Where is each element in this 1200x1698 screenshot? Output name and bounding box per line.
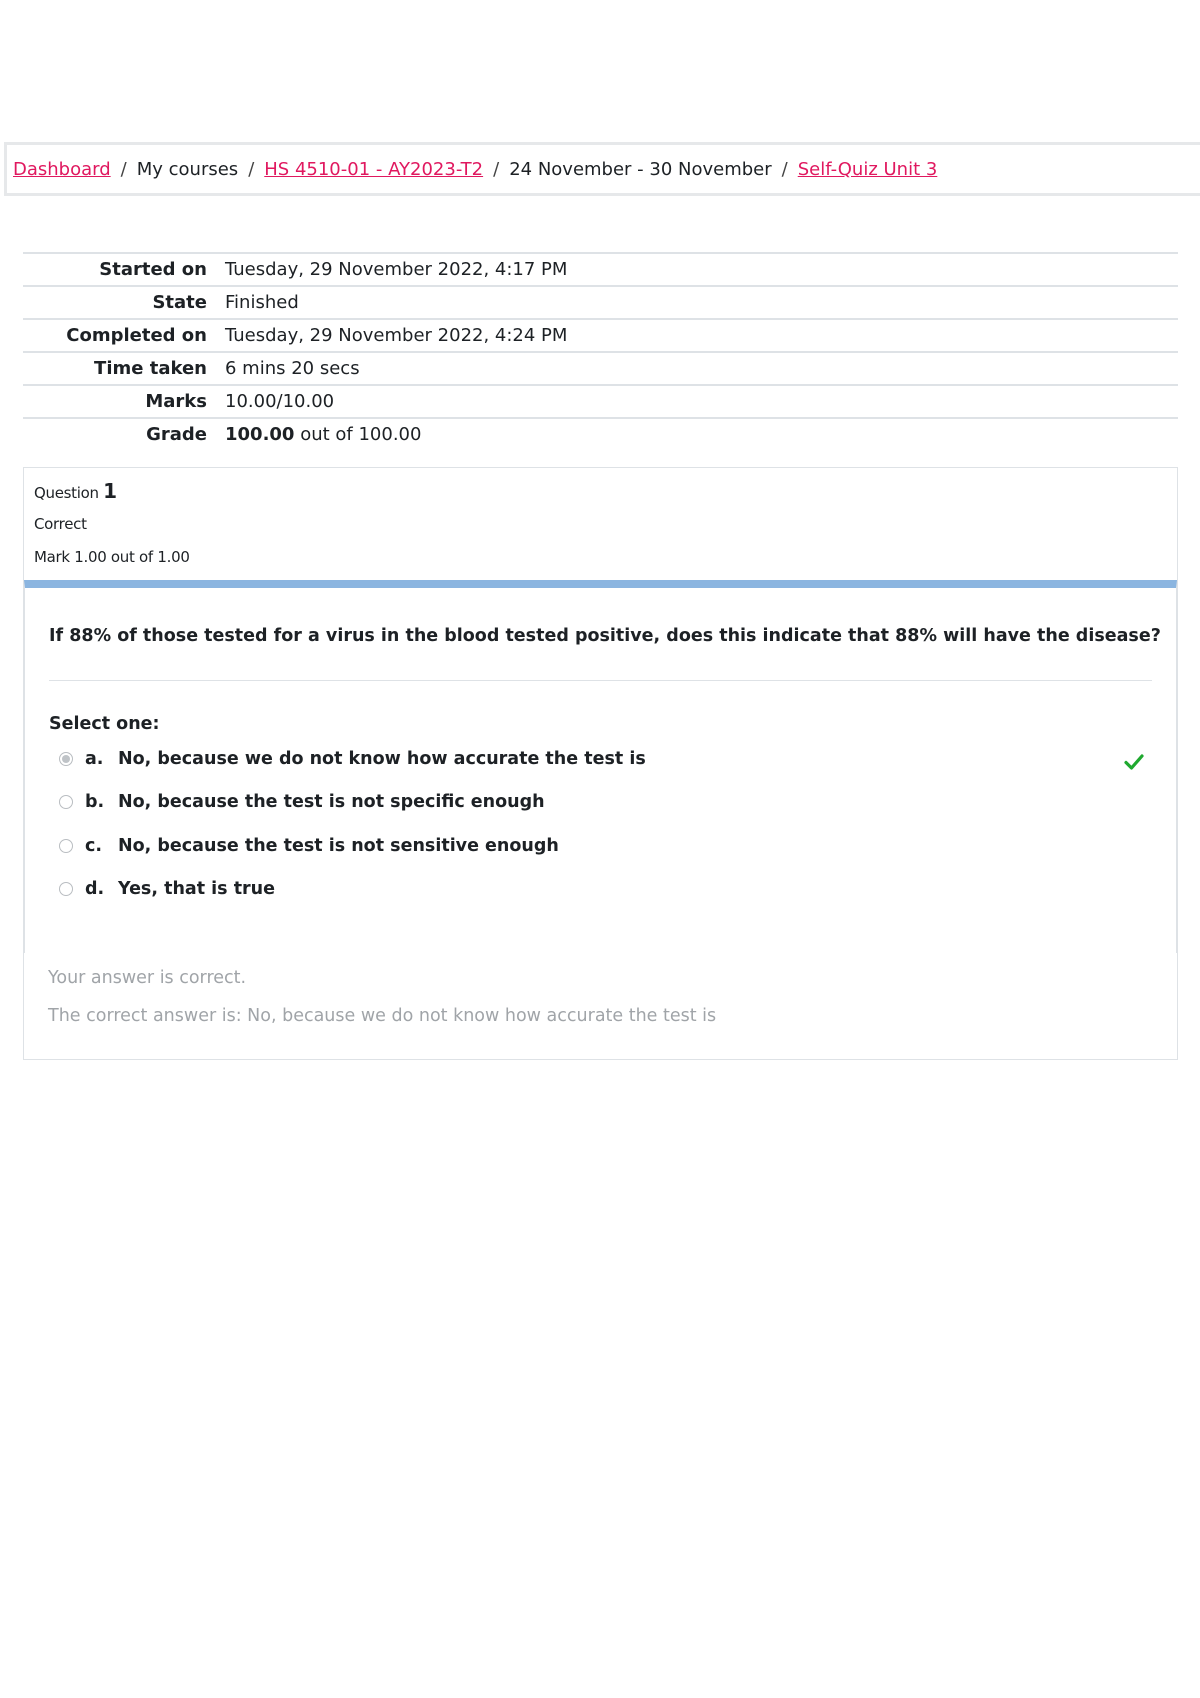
option-text: No, because the test is not sensitive enough: [118, 836, 559, 856]
completed-on-value: Tuesday, 29 November 2022, 4:24 PM: [225, 325, 568, 346]
summary-row-state: [23, 286, 1178, 319]
breadcrumb-separator: /: [120, 158, 127, 180]
summary-row-marks: [23, 385, 1178, 418]
answer-option-b[interactable]: [59, 787, 545, 817]
option-letter: b.: [85, 792, 105, 812]
answer-option-d[interactable]: [59, 874, 275, 904]
breadcrumb-separator: /: [248, 158, 255, 180]
radio-a[interactable]: [59, 752, 73, 766]
time-taken-value: 6 mins 20 secs: [225, 358, 360, 379]
grade-label: Grade: [146, 424, 207, 445]
divider: [49, 680, 1152, 681]
question-status: Correct: [34, 515, 87, 533]
answer-option-a[interactable]: [59, 744, 646, 774]
breadcrumb-dashboard-link[interactable]: Dashboard: [13, 158, 111, 180]
feedback-area: [48, 968, 716, 1044]
attempt-summary-table: [23, 252, 1178, 450]
option-letter: c.: [85, 836, 103, 856]
option-letter: d.: [85, 879, 105, 899]
question-info: [34, 478, 190, 577]
breadcrumb: [4, 142, 1200, 196]
state-value: Finished: [225, 292, 299, 313]
question-content: [24, 580, 1177, 953]
grade-score: 100.00: [225, 424, 295, 445]
breadcrumb-week: 24 November - 30 November: [509, 158, 772, 180]
check-icon: [1124, 753, 1144, 771]
question-number: 1: [103, 479, 117, 503]
radio-d[interactable]: [59, 882, 73, 896]
question-mark: Mark 1.00 out of 1.00: [34, 548, 190, 566]
question-text: If 88% of those tested for a virus in the blood tested positive, does this indicate that 88% will have the disease?: [49, 626, 1161, 646]
time-taken-label: Time taken: [94, 358, 207, 379]
correct-answer-text: The correct answer is: No, because we do not know how accurate the test is: [48, 1006, 717, 1026]
radio-b[interactable]: [59, 795, 73, 809]
marks-label: Marks: [145, 391, 207, 412]
started-on-label: Started on: [99, 259, 207, 280]
answer-option-c[interactable]: [59, 831, 559, 861]
breadcrumb-my-courses: My courses: [136, 158, 239, 180]
option-text: Yes, that is true: [118, 879, 276, 899]
radio-c[interactable]: [59, 839, 73, 853]
completed-on-label: Completed on: [66, 325, 207, 346]
breadcrumb-course-link[interactable]: HS 4510-01 - AY2023-T2: [264, 158, 484, 180]
option-text: No, because we do not know how accurate the test is: [118, 749, 646, 769]
summary-row-completed: [23, 319, 1178, 352]
breadcrumb-quiz-link[interactable]: Self-Quiz Unit 3: [797, 158, 938, 180]
summary-row-grade: [23, 418, 1178, 450]
option-text: No, because the test is not specific enough: [118, 792, 545, 812]
summary-row-started: [23, 253, 1178, 286]
marks-value: 10.00/10.00: [225, 391, 335, 412]
started-on-value: Tuesday, 29 November 2022, 4:17 PM: [225, 259, 568, 280]
state-label: State: [152, 292, 207, 313]
question-label: Question: [34, 484, 99, 502]
feedback-text: Your answer is correct.: [48, 968, 247, 988]
breadcrumb-separator: /: [493, 158, 500, 180]
option-letter: a.: [85, 749, 104, 769]
select-one-prompt: Select one:: [49, 714, 160, 734]
question-number-line: [34, 478, 190, 511]
grade-value: [217, 418, 1178, 450]
grade-total: out of 100.00: [294, 424, 422, 445]
summary-row-time: [23, 352, 1178, 385]
question-block: [23, 467, 1178, 1060]
breadcrumb-separator: /: [781, 158, 788, 180]
